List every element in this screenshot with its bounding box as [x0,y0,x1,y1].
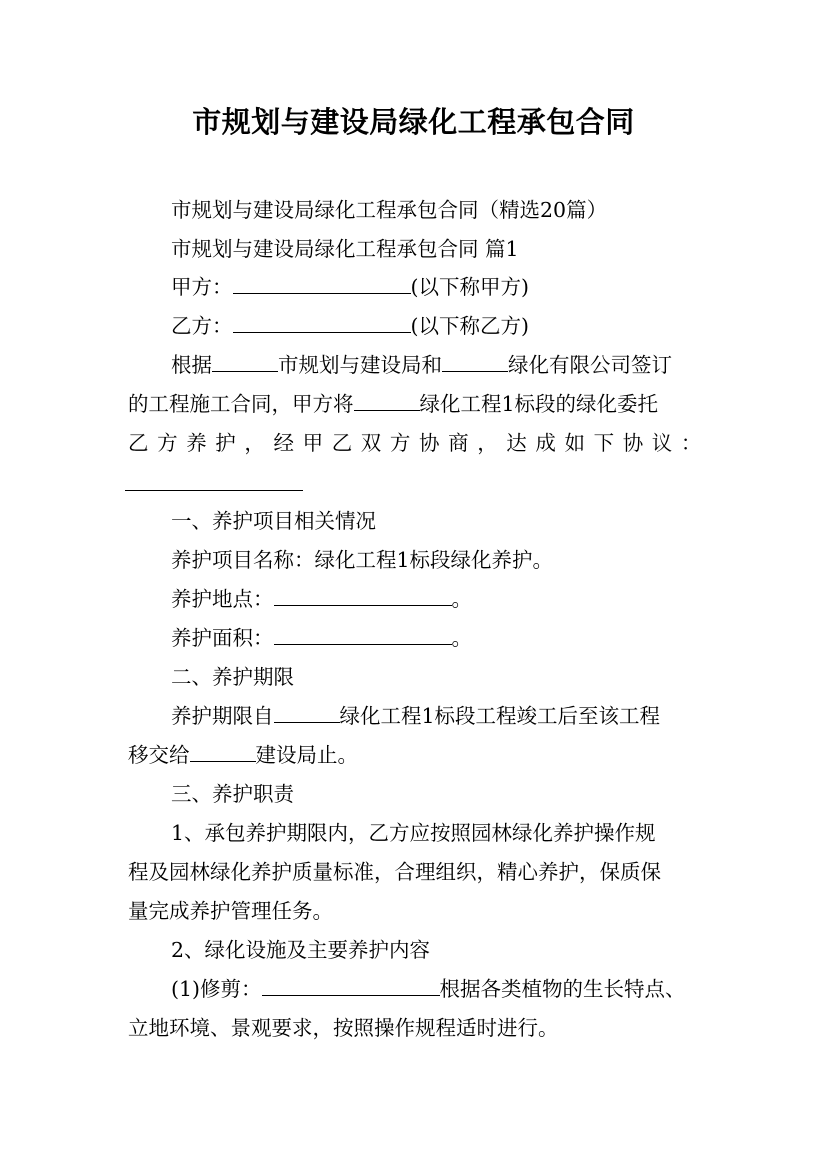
pruning-line-1 [171,974,686,1004]
duty-1-line-3: 量完成养护管理任务。 [128,899,333,923]
maintenance-area-line [171,623,472,653]
pruning-line-2: 立地环境、景观要求，按照操作规程适时进行。 [128,1016,559,1040]
location-label: 养护地点： [171,587,274,611]
pruning-label: (1)修剪： [171,977,262,1001]
intro-line-3: 乙方养护，经甲乙双方协商，达成如下协议： [128,431,710,455]
term-text: 养护期限自 [171,704,274,728]
duty-2-heading: 2、绿化设施及主要养护内容 [171,938,431,962]
party-b-suffix: (以下称乙方) [410,314,529,338]
term-line-1 [171,701,660,731]
intro-line-1 [171,350,672,380]
area-label: 养护面积： [171,626,274,650]
party-b-label: 乙方： [171,314,233,338]
party-b-blank [233,313,411,333]
section-heading: 市规划与建设局绿化工程承包合同 篇1 [171,237,519,261]
area-end: 。 [451,626,472,650]
document-title: 市规划与建设局绿化工程承包合同 [192,105,635,139]
section-3-heading: 三、养护职责 [171,782,294,806]
party-a-blank [233,274,411,294]
duty-1-line-2: 程及园林绿化养护质量标准，合理组织，精心养护，保质保 [128,860,661,884]
term-blank [190,742,256,762]
document-subtitle: 市规划与建设局绿化工程承包合同（精选20篇） [171,198,608,222]
term-text: 移交给 [128,743,190,767]
maintenance-location-line [171,584,472,614]
pruning-text: 根据各类植物的生长特点、 [439,977,686,1001]
maintenance-project-name: 养护项目名称：绿化工程1标段绿化养护。 [171,548,554,572]
intro-text: 绿化工程1标段的绿化委托 [419,392,659,416]
location-end: 。 [451,587,472,611]
signature-blank [125,471,303,491]
party-a-line [171,272,529,302]
duty-1-line-1: 1、承包养护期限内，乙方应按照园林绿化养护操作规 [171,821,656,845]
section-1-heading: 一、养护项目相关情况 [171,509,376,533]
intro-text: 绿化有限公司签订 [508,353,672,377]
term-blank [274,703,340,723]
intro-blank [212,352,278,372]
intro-text: 根据 [171,353,212,377]
intro-text: 的工程施工合同，甲方将 [128,392,354,416]
section-2-heading: 二、养护期限 [171,665,294,689]
intro-line-2 [128,389,658,419]
location-blank [274,586,452,606]
term-text: 绿化工程1标段工程竣工后至该工程 [339,704,661,728]
term-text: 建设局止。 [255,743,358,767]
party-b-line [171,311,529,341]
intro-blank [354,391,420,411]
intro-blank [442,352,508,372]
intro-text: 市规划与建设局和 [278,353,442,377]
party-a-suffix: (以下称甲方) [410,275,529,299]
term-line-2 [128,740,358,770]
party-a-label: 甲方： [171,275,233,299]
area-blank [274,625,452,645]
pruning-blank [262,976,440,996]
